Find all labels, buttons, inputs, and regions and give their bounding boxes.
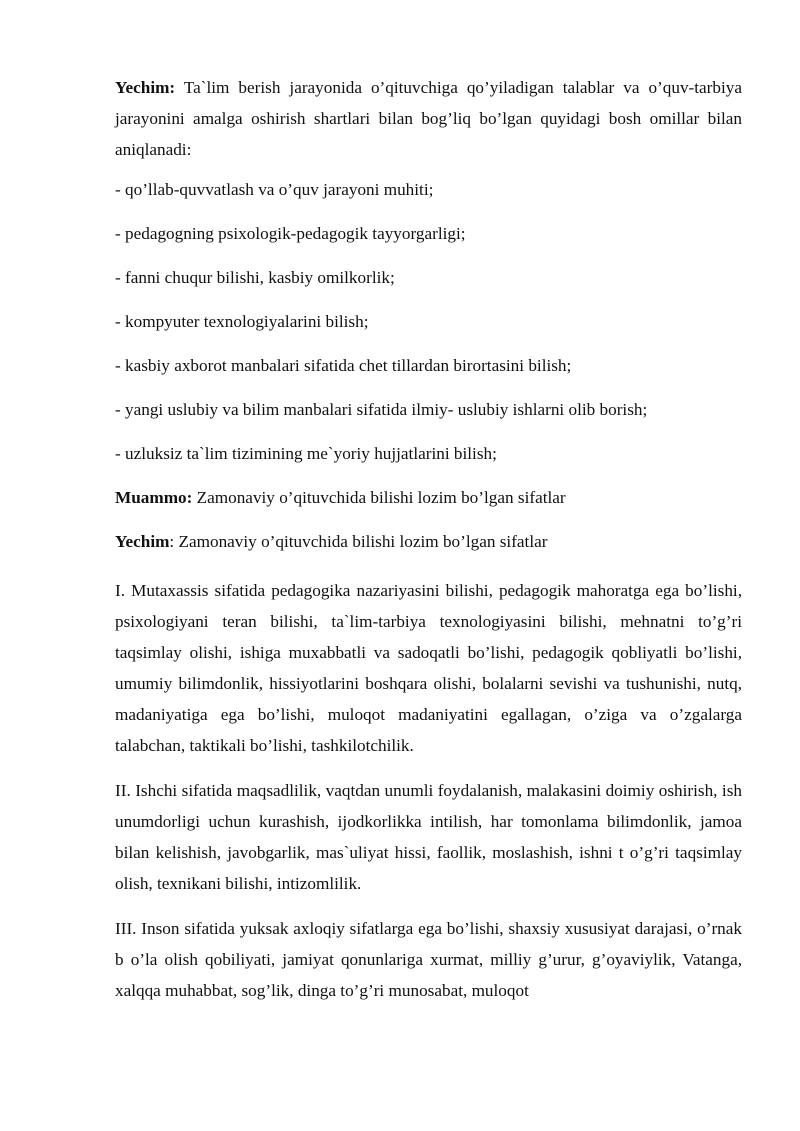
section-person: III. Inson sifatida yuksak axloqiy sifatlarga ega bo’lishi, shaxsiy xususiyat darajasi, o’rnak b o’la olish qobiliyati, jamiyat qonunlariga xurmat, milliy g’urur, g’oyaviylik, Vatanga, xalqqa muhabbat, sog’lik, dinga to’g’ri munosabat, muloqot xyxy=(115,919,742,1000)
solution-label: Yechim xyxy=(115,532,170,551)
solution-paragraph xyxy=(115,531,742,553)
list-item: - yangi uslubiy va bilim manbalari sifatida ilmiy- uslubiy ishlarni olib borish; xyxy=(115,400,648,419)
document-page xyxy=(115,72,742,1020)
intro-paragraph xyxy=(115,72,742,165)
list-item: - pedagogning psixologik-pedagogik tayyorgarligi; xyxy=(115,224,466,243)
section-worker: II. Ishchi sifatida maqsadlilik, vaqtdan unumli foydalanish, malakasini doimiy oshirish, ish unumdorligi uchun kurashish, ijodkorlikka intilish, har tomonlama bilimdonlik, jamoa bilan kelishish, javobgarlik, mas`uliyat hissi, faollik, moslashish, ishni t o’g’ri taqsimlay olish, texnikani bilishi, intizomlilik. xyxy=(115,781,742,893)
solution-text: : Zamonaviy o’qituvchida bilishi lozim bo’lgan sifatlar xyxy=(169,532,548,551)
list-item: - kompyuter texnologiyalarini bilish; xyxy=(115,312,369,331)
intro-text: Ta`lim berish jarayonida o’qituvchiga qo’yiladigan talablar va o’quv-tarbiya jarayonini amalga oshirish shartlari bilan bog’liq bo’lgan quyidagi bosh omillar bilan aniqlanadi: xyxy=(115,78,742,159)
list-item: - uzluksiz ta`lim tizimining me`yoriy hujjatlarini bilish; xyxy=(115,444,497,463)
problem-label: Muammo: xyxy=(115,488,193,507)
list-item: - qo’llab-quvvatlash va o’quv jarayoni muhiti; xyxy=(115,180,434,199)
problem-text: Zamonaviy o’qituvchida bilishi lozim bo’lgan sifatlar xyxy=(192,488,566,507)
list-item: - fanni chuqur bilishi, kasbiy omilkorlik; xyxy=(115,268,395,287)
intro-label: Yechim: xyxy=(115,78,176,97)
problem-paragraph xyxy=(115,487,742,509)
section-specialist: I. Mutaxassis sifatida pedagogika nazariyasini bilishi, pedagogik mahoratga ega bo’lishi, psixologiyani teran bilishi, ta`lim-tarbiya texnologiyasini bilishi, mehnatni to’g’ri taqsimlay olishi, ishiga muxabbatli va sadoqatli bo’lishi, pedagogik qobliyatli bo’lishi, umumiy bilimdonlik, hissiyotlarini boshqara olishi, bolalarni sevishi va tushunishi, nutq, madaniyatiga ega bo’lishi, muloqot madaniyatini egallagan, o’ziga va o’zgalarga talabchan, taktikali bo’lishi, tashkilotchilik. xyxy=(115,581,742,755)
list-item: - kasbiy axborot manbalari sifatida chet tillardan birortasini bilish; xyxy=(115,356,572,375)
